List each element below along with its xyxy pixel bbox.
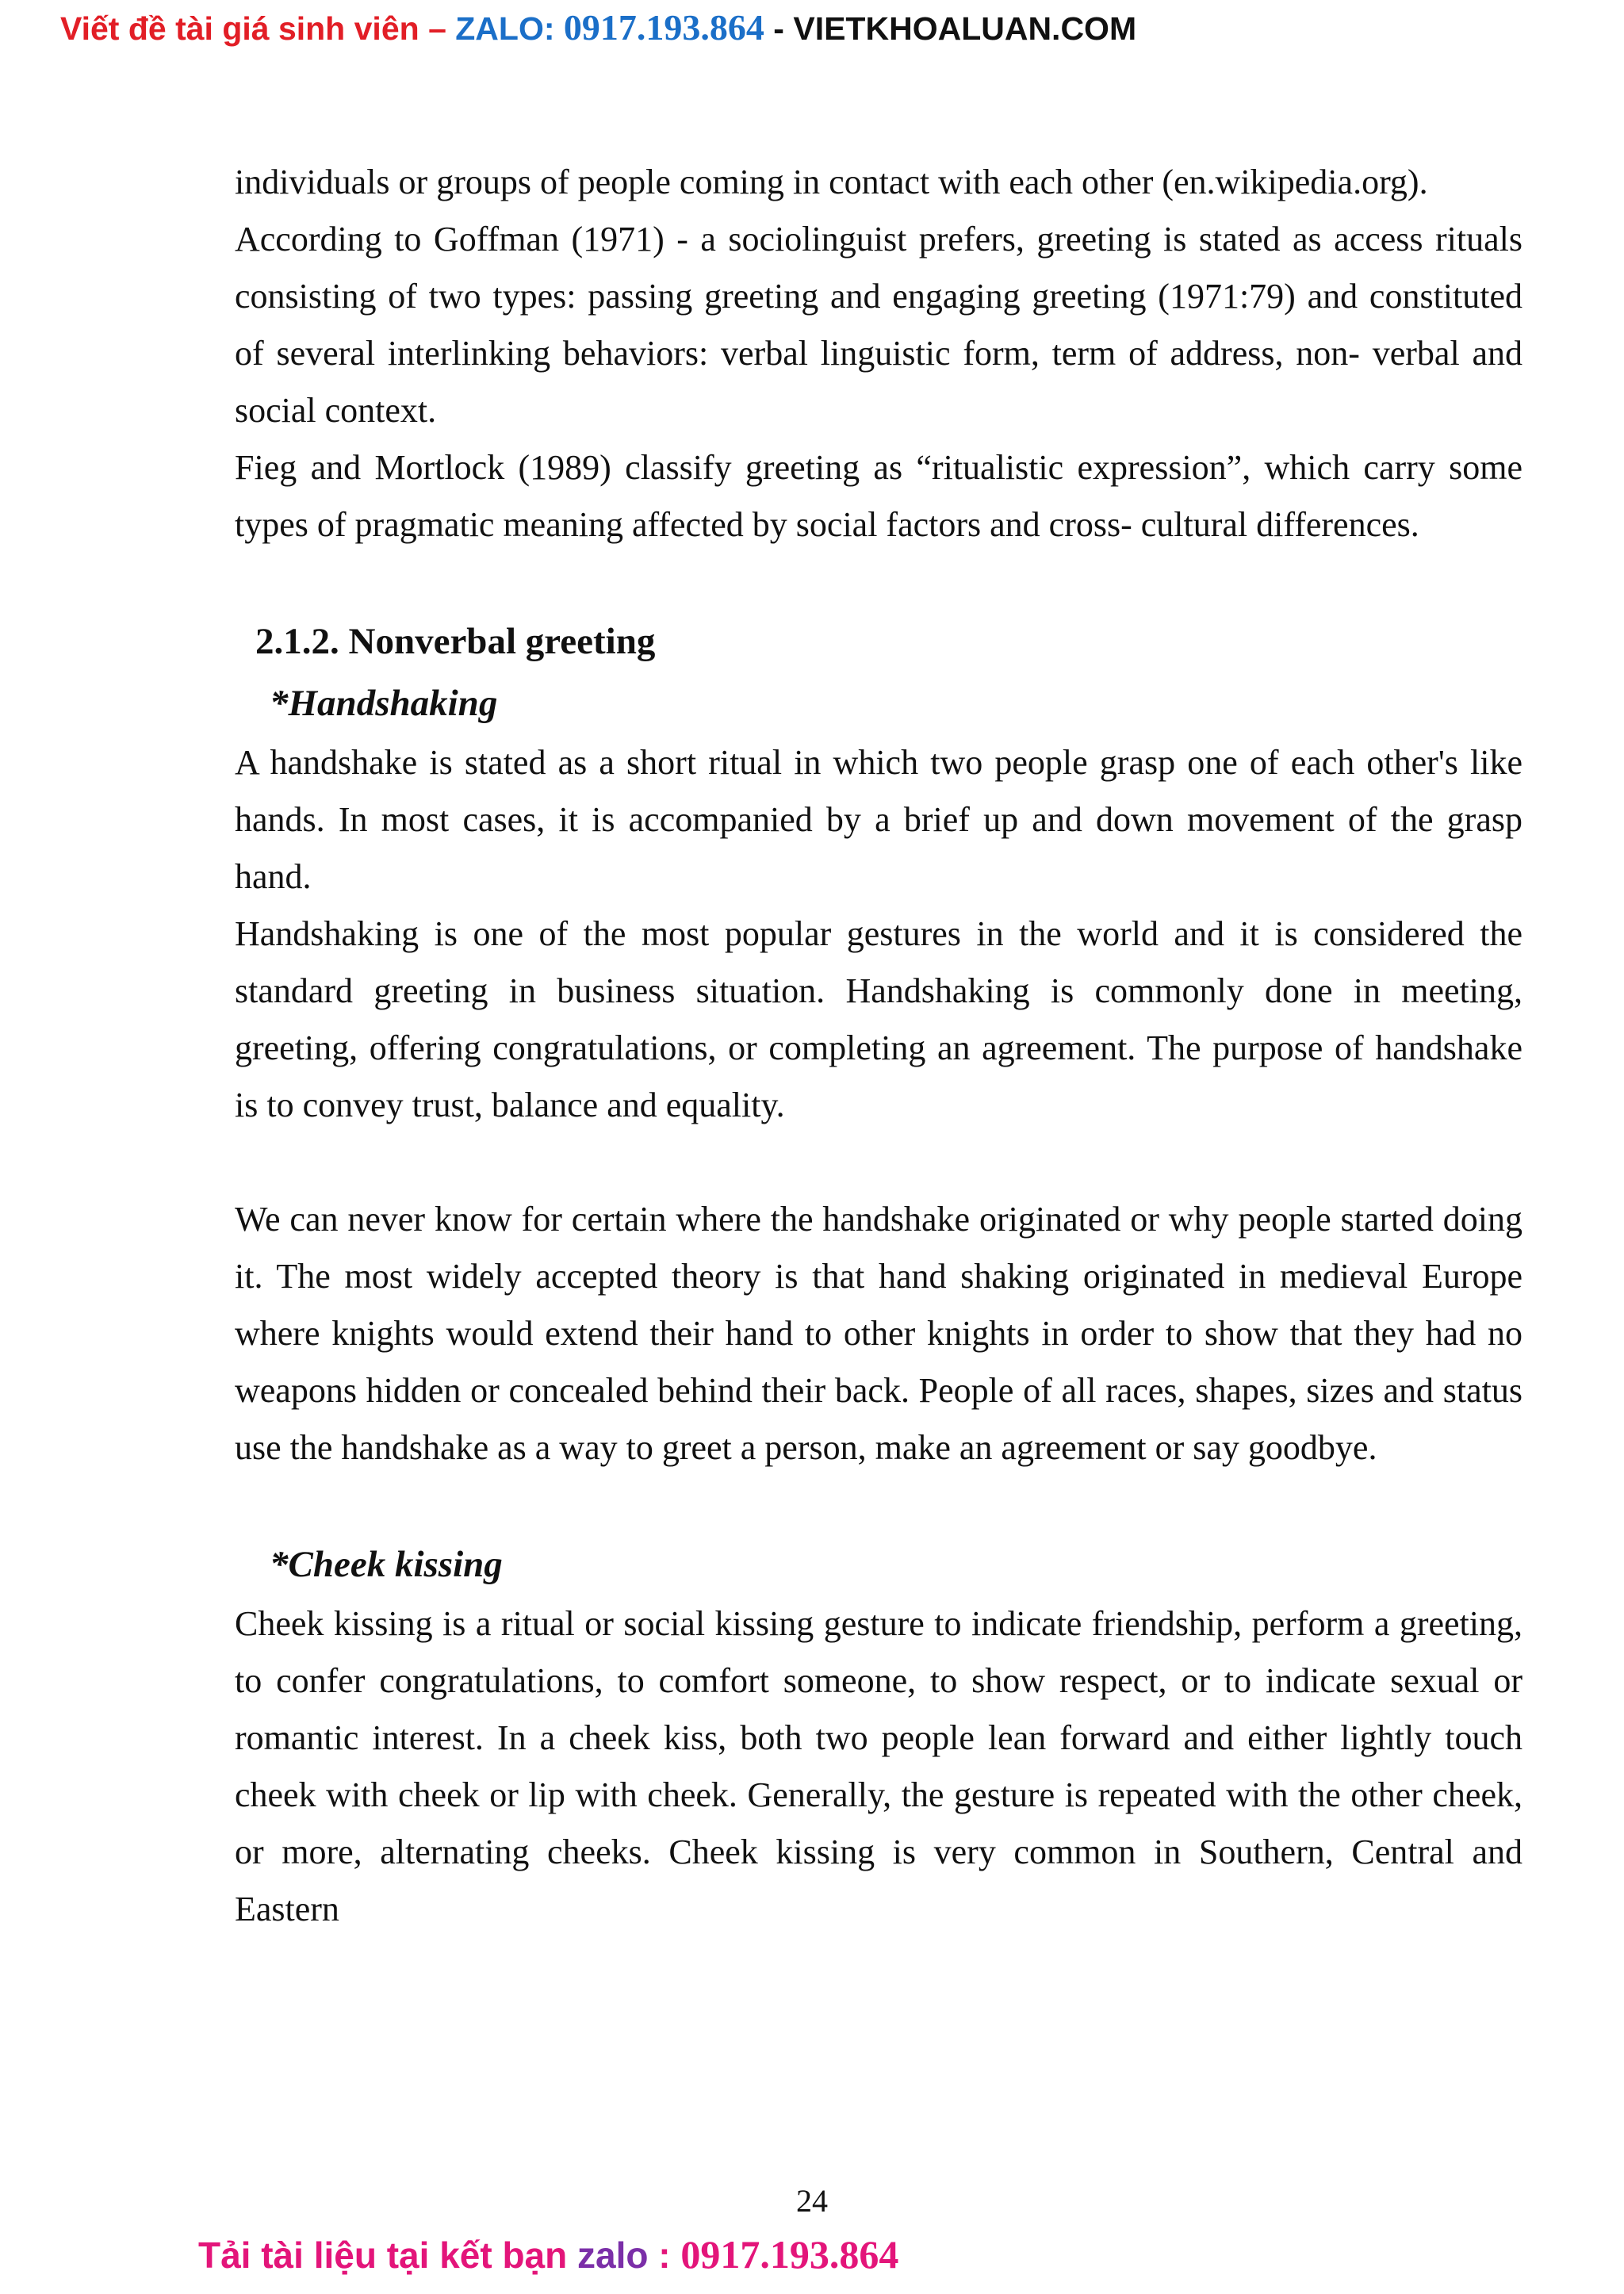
paragraph-handshake-origin: We can never know for certain where the handshake originated or why people started doing it. The most widely accepted theory is that hand shaking originated in medieval Europe where knights would extend their hand to other knights in order to show that they had no weapons hidden or concealed behind their back. People of all races, shapes, sizes and status use the handshake as a way to greet a person, make an agreement or say goodbye. [235, 1200, 1522, 1467]
header-separator: – [419, 10, 456, 47]
paragraph-goffman: According to Goffman (1971) - a sociolinguist prefers, greeting is stated as access rituals consisting of two types: passing greeting and engaging greeting (1971:79) and constituted of several interlinking behaviors: verbal linguistic form, term of address, non- verbal and social context. [235, 220, 1522, 430]
footer-colon: : [648, 2235, 681, 2276]
subheading-cheek-kissing: *Cheek kissing [270, 1544, 503, 1585]
header-tagline: Viết đề tài giá sinh viên [60, 10, 419, 47]
header-banner [60, 3, 1567, 52]
paragraph-cheek-kissing: Cheek kissing is a ritual or social kissing gesture to indicate friendship, perform a greeting, to confer congratulations, to comfort someone, to show respect, or to indicate sexual or romantic interest. In a cheek kiss, both two people lean forward and either lightly touch cheek with cheek or lip with cheek. Generally, the gesture is repeated with the other cheek, or more, alternating cheeks. Cheek kissing is very common in Southern, Central and Eastern [235, 1604, 1522, 1928]
subheading-handshaking: *Handshaking [270, 683, 498, 724]
footer-zalo-label: zalo [577, 2235, 649, 2276]
paragraph-definition-end: individuals or groups of people coming in contact with each other (en.wikipedia.org). [235, 163, 1428, 201]
header-zalo-label: ZALO: [455, 10, 564, 47]
paragraph-fieg-mortlock: Fieg and Mortlock (1989) classify greeting as “ritualistic expression”, which carry some types of pragmatic meaning affected by social factors and cross- cultural differences. [235, 448, 1522, 544]
section-heading-nonverbal-greeting: 2.1.2. Nonverbal greeting [255, 621, 656, 662]
paragraph-handshake-definition: A handshake is stated as a short ritual in which two people grasp one of each other's like hands. In most cases, it is accompanied by a brief up and down movement of the grasp hand. [235, 743, 1522, 896]
header-dash: - [764, 10, 794, 47]
paragraph-handshake-popularity: Handshaking is one of the most popular gestures in the world and it is considered the standard greeting in business situation. Handshaking is commonly done in meeting, greeting, offering congratulations, or completing an agreement. The purpose of handshake is to convey trust, balance and equality. [235, 914, 1522, 1124]
header-site: VIETKHOALUAN.COM [793, 10, 1137, 47]
header-zalo-phone: 0917.193.864 [563, 7, 764, 48]
footer-phone: 0917.193.864 [680, 2232, 899, 2277]
page-content [235, 154, 1522, 1938]
footer-text: Tải tài liệu tại kết bạn [198, 2235, 578, 2276]
footer-banner [198, 2228, 1388, 2281]
page-number: 24 [796, 2183, 828, 2219]
